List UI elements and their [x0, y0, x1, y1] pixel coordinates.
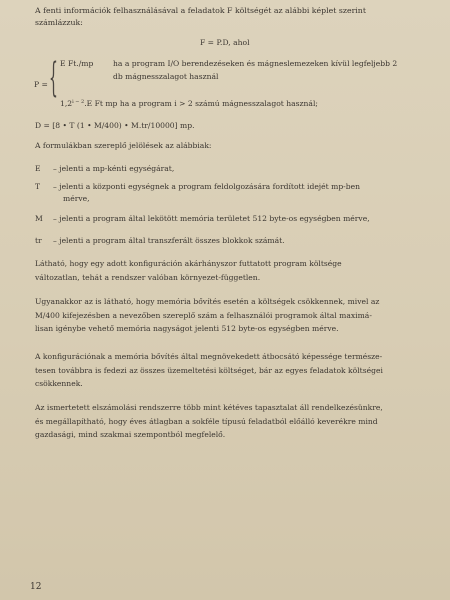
brace-symbol: {: [49, 55, 58, 101]
paragraph-line: M/400 kifejezésben a nevezőben szereplő szám a felhasználói programok által maximá-: [35, 310, 372, 320]
paragraph-line: csökkennek.: [35, 379, 83, 389]
formula-d: D = [8 • T (1 • M/400) • M.tr/10000] mp.: [35, 121, 195, 130]
def-text-tr: – jelenti a program által transzferált összes blokkok számát.: [53, 236, 285, 245]
def-symbol-m: M: [35, 214, 43, 223]
def-text-t-1: – jelenti a központi egységnek a program feldolgozására fordított idejét mp-ben: [53, 182, 360, 191]
paragraph-4: [35, 401, 423, 442]
paragraph-line: gazdasági, mind szakmai szempontból megfelelő.: [35, 430, 226, 440]
paragraph-line: és megállapítható, hogy éves átlagban a sokféle típusú feladatból előálló keverékre mind: [35, 416, 378, 426]
paragraph-3: [35, 350, 423, 391]
p-case2: [60, 97, 318, 110]
paragraph-line: Az ismertetett elszámolási rendszerre több mint kétéves tapasztalat áll rendelkezésünkre,: [35, 403, 383, 412]
paragraph-2: [35, 295, 423, 336]
formula-f: F = P.D, ahol: [200, 38, 250, 47]
p-case1-text-2: db mágnesszalagot használ: [113, 72, 219, 81]
def-symbol-e: E: [35, 164, 41, 173]
paragraph-line: Ugyanakkor az is látható, hogy memória bővítés esetén a költségek csökkennek, mivel az: [35, 297, 380, 306]
symbols-intro: A formulákban szereplő jelölések az alábbiak:: [35, 141, 212, 150]
def-symbol-t: T: [35, 182, 41, 191]
paragraph-line: változatlan, tehát a rendszer valóban környezet-független.: [35, 272, 261, 282]
paragraph-line: tesen továbbra is fedezi az összes üzemeltetési költséget, bár az egyes feladatok költségei: [35, 365, 383, 375]
paragraph-1: [35, 257, 423, 284]
p-case1-left: E Ft./mp: [60, 59, 94, 68]
paragraph-line: lisan igénybe vehető memória nagyságot jelenti 512 byte-os egységben mérve.: [35, 324, 339, 334]
p-case1-text-1: ha a program I/O berendezéseken és mágneslemezeken kívül legfeljebb 2: [113, 59, 398, 68]
def-text-m: – jelenti a program által lekötött memória területet 512 byte-os egységben mérve,: [53, 214, 370, 223]
page-number: 12: [30, 582, 42, 592]
paragraph-line: Látható, hogy egy adott konfiguráción akárhányszor futtatott program költsége: [35, 259, 342, 268]
intro-line-1: A fenti információk felhasználásával a feladatok F költségét az alábbi képlet szerint: [35, 6, 366, 15]
paragraph-line: A konfigurációnak a memória bővítés által megnövekedett átbocsátó képessége természe-: [35, 352, 383, 361]
intro-line-2: számlázzuk:: [35, 18, 83, 27]
def-text-t-2: mérve,: [63, 194, 90, 203]
p-case2-rest: .E Ft mp ha a program i > 2 számú mágnesszalagot használ;: [84, 99, 318, 108]
p-case2-prefix: 1,2: [60, 99, 73, 108]
p-case2-exponent: i − 2: [72, 99, 85, 105]
def-text-e: – jelenti a mp-kénti egységárat,: [53, 164, 175, 173]
def-symbol-tr: tr: [35, 236, 42, 245]
p-label: P =: [34, 80, 48, 89]
